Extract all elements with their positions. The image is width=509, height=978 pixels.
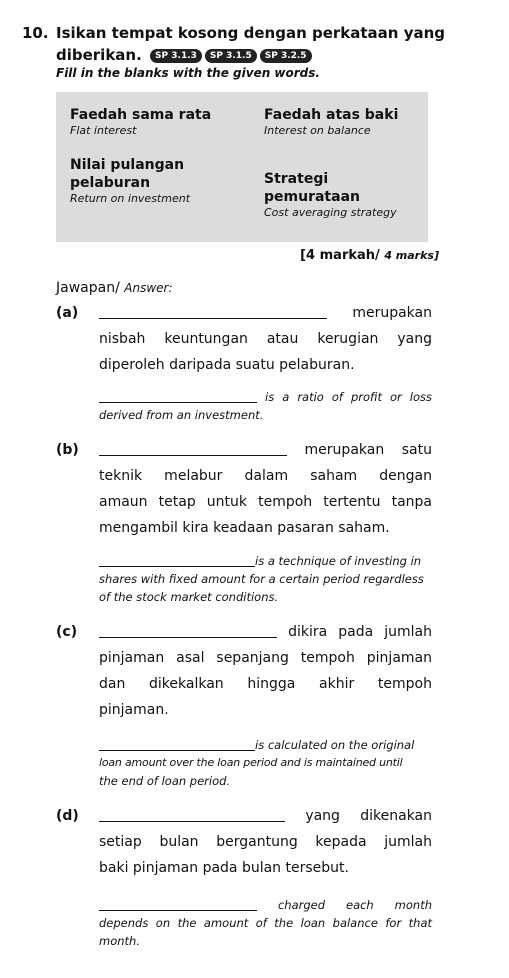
part-a-english-blank[interactable]: [99, 390, 257, 403]
marks-label: [4 markah/ 4 marks]: [300, 248, 439, 263]
sp-badge-1: SP 3.1.3: [150, 49, 202, 63]
word-return-on-investment: Nilai pulangan pelaburan Return on investment: [70, 157, 191, 205]
question-heading: [22, 22, 492, 66]
part-d-label: (d): [56, 808, 79, 824]
part-d-malay: yang dikenakan setiap bulan bergantung kepada jumlah baki pinjaman pada bulan tersebut.: [99, 808, 433, 876]
part-b-english: is a technique of investing in shares with fixed amount for a certain period regardless of the stock market conditions.: [99, 554, 424, 604]
part-d-blank[interactable]: [99, 807, 285, 822]
part-b-english-blank[interactable]: [99, 554, 255, 567]
part-a-blank[interactable]: [99, 304, 327, 319]
question-english: Fill in the blanks with the given words.: [56, 66, 320, 80]
question-line-1: Isikan tempat kosong dengan perkataan yang: [56, 24, 446, 42]
part-c-blank[interactable]: [99, 623, 277, 638]
question-line-2: diberikan.: [56, 46, 142, 64]
part-b-malay: merupakan satu teknik melabur dalam saham dengan amaun tetap untuk tempoh tertentu tanpa mengambil kira keadaan pasaran saham.: [99, 442, 432, 536]
part-c-english-blank[interactable]: [99, 738, 255, 751]
word-cost-averaging-strategy: Strategi pemurataan Cost averaging strategy: [264, 171, 397, 219]
part-a-malay: merupakan nisbah keuntungan atau kerugian yang diperoleh daripada suatu pelaburan.: [99, 305, 432, 373]
word-flat-interest: Faedah sama rata Flat interest: [70, 107, 212, 137]
part-a-label: (a): [56, 305, 79, 321]
part-c-english: is calculated on the original loan amount over the loan period and is maintained until the end of loan period.: [99, 738, 415, 788]
part-d-english-blank[interactable]: [99, 898, 257, 911]
part-b-blank[interactable]: [99, 441, 287, 456]
question-number: 10.: [22, 24, 49, 42]
part-a-english: is a ratio of profit or loss derived from an investment.: [99, 390, 433, 422]
answer-label: Jawapan/ Answer:: [56, 280, 173, 296]
part-d-english: charged each month depends on the amount of the loan balance for that month.: [99, 898, 433, 948]
sp-badge-3: SP 3.2.5: [260, 49, 312, 63]
part-c-malay: dikira pada jumlah pinjaman asal sepanjang tempoh pinjaman dan dikekalkan hingga akhir tempoh pinjaman.: [99, 624, 433, 718]
word-interest-on-balance: Faedah atas baki Interest on balance: [264, 107, 399, 137]
part-b-label: (b): [56, 442, 79, 458]
word-box: [56, 92, 428, 242]
part-c-label: (c): [56, 624, 78, 640]
sp-badge-2: SP 3.1.5: [205, 49, 257, 63]
